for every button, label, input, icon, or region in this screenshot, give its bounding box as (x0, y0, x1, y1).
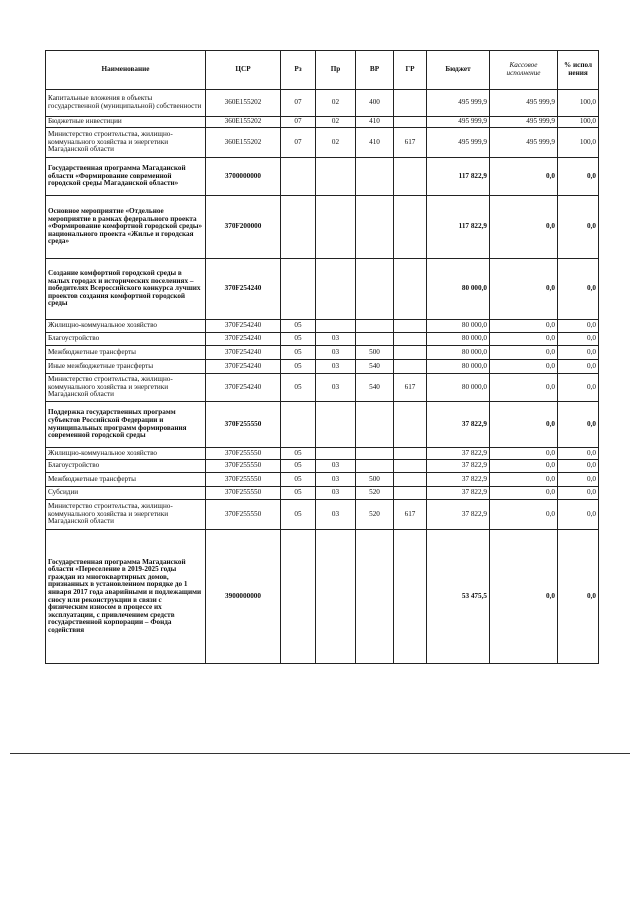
cell-name: Межбюджетные трансферты (46, 346, 206, 360)
cell-pr: 02 (316, 117, 356, 128)
cell-rz (281, 196, 316, 259)
header-vr: ВР (356, 51, 394, 90)
cell-budget: 80 000,0 (427, 374, 490, 402)
cell-rz (281, 530, 316, 664)
header-pct: % испол нения (558, 51, 599, 90)
cell-kass: 0,0 (490, 487, 558, 500)
cell-budget: 37 822,9 (427, 402, 490, 448)
cell-pr (316, 402, 356, 448)
table-row (46, 196, 599, 259)
cell-gr (394, 448, 427, 460)
cell-kass: 495 999,9 (490, 90, 558, 117)
cell-vr (356, 333, 394, 346)
cell-kass: 0,0 (490, 460, 558, 473)
table-row (46, 346, 599, 360)
cell-rz: 05 (281, 320, 316, 333)
cell-rz (281, 402, 316, 448)
header-rz: Рз (281, 51, 316, 90)
table-row (46, 117, 599, 128)
cell-csr: 370F255550 (206, 448, 281, 460)
cell-vr: 410 (356, 117, 394, 128)
cell-pct: 0,0 (558, 448, 599, 460)
cell-pr: 02 (316, 90, 356, 117)
cell-vr (356, 402, 394, 448)
cell-kass: 0,0 (490, 196, 558, 259)
header-csr: ЦСР (206, 51, 281, 90)
cell-csr: 360E155202 (206, 128, 281, 158)
cell-pct: 0,0 (558, 360, 599, 374)
cell-name: Благоустройство (46, 333, 206, 346)
cell-rz: 05 (281, 360, 316, 374)
cell-name: Капитальные вложения в объекты государственной (муниципальной) собственности (46, 90, 206, 117)
cell-pct: 0,0 (558, 158, 599, 196)
cell-rz: 05 (281, 333, 316, 346)
cell-kass: 0,0 (490, 402, 558, 448)
cell-csr: 370F255550 (206, 473, 281, 487)
cell-csr: 370F255550 (206, 402, 281, 448)
cell-csr: 370F255550 (206, 500, 281, 530)
cell-name: Субсидии (46, 487, 206, 500)
cell-budget: 495 999,9 (427, 117, 490, 128)
cell-pr (316, 530, 356, 664)
cell-csr: 370F254240 (206, 333, 281, 346)
cell-vr (356, 530, 394, 664)
page-divider (10, 753, 630, 754)
cell-vr: 410 (356, 128, 394, 158)
cell-pr (316, 320, 356, 333)
cell-budget: 37 822,9 (427, 460, 490, 473)
cell-gr (394, 460, 427, 473)
cell-vr (356, 320, 394, 333)
cell-kass: 0,0 (490, 346, 558, 360)
header-pr: Пр (316, 51, 356, 90)
cell-kass: 0,0 (490, 259, 558, 320)
cell-pr (316, 448, 356, 460)
cell-name: Министерство строительства, жилищно-коммунального хозяйства и энергетики Магаданской области (46, 374, 206, 402)
cell-gr (394, 402, 427, 448)
table-row (46, 374, 599, 402)
table-header-row (46, 51, 599, 90)
table-row (46, 320, 599, 333)
table-row (46, 500, 599, 530)
cell-csr: 370F254240 (206, 320, 281, 333)
cell-pct: 0,0 (558, 460, 599, 473)
cell-csr: 370F254240 (206, 374, 281, 402)
table-row (46, 128, 599, 158)
cell-rz: 07 (281, 90, 316, 117)
cell-budget: 117 822,9 (427, 158, 490, 196)
cell-pr (316, 259, 356, 320)
cell-pct: 100,0 (558, 117, 599, 128)
cell-rz: 05 (281, 448, 316, 460)
cell-vr: 500 (356, 473, 394, 487)
cell-kass: 0,0 (490, 448, 558, 460)
table-row (46, 360, 599, 374)
cell-rz: 05 (281, 473, 316, 487)
cell-pct: 0,0 (558, 487, 599, 500)
cell-name: Жилищно-коммунальное хозяйство (46, 448, 206, 460)
table-row (46, 333, 599, 346)
table-body (46, 90, 599, 664)
cell-kass: 0,0 (490, 333, 558, 346)
cell-csr: 370F254240 (206, 360, 281, 374)
cell-vr (356, 259, 394, 320)
cell-pct: 0,0 (558, 346, 599, 360)
cell-name: Жилищно-коммунальное хозяйство (46, 320, 206, 333)
cell-name: Министерство строительства, жилищно-коммунального хозяйства и энергетики Магаданской области (46, 500, 206, 530)
cell-pr: 03 (316, 487, 356, 500)
cell-name: Государственная программа Магаданской области «Переселение в 2019-2025 годы граждан из многоквартирных домов, признанных в установленном порядке до 1 января 2017 года аварийными и подлежащими сносу или реконструкции в связи с физическим износом в процессе их эксплуатации, с привлечением средств государственной корпорации – Фонда содействия (46, 530, 206, 664)
cell-budget: 495 999,9 (427, 128, 490, 158)
cell-kass: 495 999,9 (490, 128, 558, 158)
cell-gr: 617 (394, 128, 427, 158)
cell-rz: 05 (281, 374, 316, 402)
cell-vr: 540 (356, 374, 394, 402)
cell-budget: 80 000,0 (427, 320, 490, 333)
cell-rz: 05 (281, 460, 316, 473)
cell-rz: 05 (281, 500, 316, 530)
cell-kass: 0,0 (490, 360, 558, 374)
cell-pct: 0,0 (558, 530, 599, 664)
cell-pct: 0,0 (558, 259, 599, 320)
cell-rz (281, 259, 316, 320)
cell-name: Межбюджетные трансферты (46, 473, 206, 487)
cell-gr (394, 360, 427, 374)
cell-name: Бюджетные инвестиции (46, 117, 206, 128)
cell-csr: 370F255550 (206, 460, 281, 473)
cell-gr: 617 (394, 374, 427, 402)
cell-csr: 370F255550 (206, 487, 281, 500)
cell-pr: 03 (316, 360, 356, 374)
cell-kass: 0,0 (490, 158, 558, 196)
table-row (46, 402, 599, 448)
cell-pct: 0,0 (558, 374, 599, 402)
cell-name: Министерство строительства, жилищно-коммунального хозяйства и энергетики Магаданской области (46, 128, 206, 158)
cell-pr: 03 (316, 346, 356, 360)
cell-budget: 80 000,0 (427, 346, 490, 360)
cell-pr: 03 (316, 333, 356, 346)
cell-kass: 495 999,9 (490, 117, 558, 128)
cell-gr (394, 333, 427, 346)
cell-pr: 03 (316, 473, 356, 487)
cell-pct: 100,0 (558, 128, 599, 158)
table-row (46, 448, 599, 460)
cell-budget: 117 822,9 (427, 196, 490, 259)
cell-budget: 495 999,9 (427, 90, 490, 117)
cell-budget: 37 822,9 (427, 473, 490, 487)
cell-budget: 80 000,0 (427, 259, 490, 320)
cell-pct: 0,0 (558, 196, 599, 259)
cell-gr (394, 473, 427, 487)
cell-gr (394, 90, 427, 117)
cell-kass: 0,0 (490, 500, 558, 530)
cell-rz (281, 158, 316, 196)
cell-gr (394, 259, 427, 320)
table-row (46, 158, 599, 196)
cell-budget: 37 822,9 (427, 487, 490, 500)
cell-vr (356, 196, 394, 259)
cell-csr: 370F200000 (206, 196, 281, 259)
cell-budget: 37 822,9 (427, 500, 490, 530)
cell-pr: 02 (316, 128, 356, 158)
cell-pr: 03 (316, 374, 356, 402)
table-row (46, 487, 599, 500)
cell-rz: 07 (281, 117, 316, 128)
cell-vr: 520 (356, 487, 394, 500)
cell-kass: 0,0 (490, 473, 558, 487)
cell-pct: 0,0 (558, 473, 599, 487)
budget-table (45, 50, 599, 664)
cell-name: Государственная программа Магаданской области «Формирование современной городской среды Магаданской области» (46, 158, 206, 196)
cell-vr: 540 (356, 360, 394, 374)
cell-name: Благоустройство (46, 460, 206, 473)
cell-pr (316, 158, 356, 196)
cell-budget: 80 000,0 (427, 360, 490, 374)
cell-pr: 03 (316, 460, 356, 473)
cell-pct: 0,0 (558, 333, 599, 346)
cell-gr: 617 (394, 500, 427, 530)
cell-csr: 3900000000 (206, 530, 281, 664)
cell-kass: 0,0 (490, 374, 558, 402)
cell-budget: 53 475,5 (427, 530, 490, 664)
table-row (46, 259, 599, 320)
cell-name: Поддержка государственных программ субъектов Российской Федерации и муниципальных программ формирования современной городской среды (46, 402, 206, 448)
cell-budget: 37 822,9 (427, 448, 490, 460)
table-row (46, 473, 599, 487)
header-name: Наименование (46, 51, 206, 90)
table-row (46, 530, 599, 664)
cell-pr: 03 (316, 500, 356, 530)
cell-csr: 3700000000 (206, 158, 281, 196)
cell-rz: 05 (281, 346, 316, 360)
table-row (46, 460, 599, 473)
cell-rz: 07 (281, 128, 316, 158)
cell-kass: 0,0 (490, 530, 558, 664)
cell-csr: 360E155202 (206, 117, 281, 128)
cell-gr (394, 196, 427, 259)
cell-vr (356, 158, 394, 196)
cell-gr (394, 158, 427, 196)
cell-gr (394, 530, 427, 664)
cell-csr: 370F254240 (206, 259, 281, 320)
cell-name: Создание комфортной городской среды в малых городах и исторических поселениях – победителях Всероссийского конкурса лучших проектов создания комфортной городской среды (46, 259, 206, 320)
cell-csr: 370F254240 (206, 346, 281, 360)
header-budget: Бюджет (427, 51, 490, 90)
header-gr: ГР (394, 51, 427, 90)
cell-vr: 400 (356, 90, 394, 117)
cell-kass: 0,0 (490, 320, 558, 333)
cell-gr (394, 320, 427, 333)
cell-rz: 05 (281, 487, 316, 500)
cell-name: Основное мероприятие «Отдельное мероприятие в рамках федерального проекта «Формирование комфортной городской среды» национального проекта «Жилье и городская среда» (46, 196, 206, 259)
cell-gr (394, 346, 427, 360)
cell-pct: 0,0 (558, 320, 599, 333)
cell-gr (394, 487, 427, 500)
header-kass: Кассовое исполнение (490, 51, 558, 90)
table-row (46, 90, 599, 117)
cell-name: Иные межбюджетные трансферты (46, 360, 206, 374)
cell-vr: 520 (356, 500, 394, 530)
cell-pct: 0,0 (558, 500, 599, 530)
cell-pct: 100,0 (558, 90, 599, 117)
cell-csr: 360E155202 (206, 90, 281, 117)
cell-vr: 500 (356, 346, 394, 360)
cell-budget: 80 000,0 (427, 333, 490, 346)
cell-pct: 0,0 (558, 402, 599, 448)
cell-vr (356, 460, 394, 473)
cell-gr (394, 117, 427, 128)
cell-pr (316, 196, 356, 259)
cell-vr (356, 448, 394, 460)
